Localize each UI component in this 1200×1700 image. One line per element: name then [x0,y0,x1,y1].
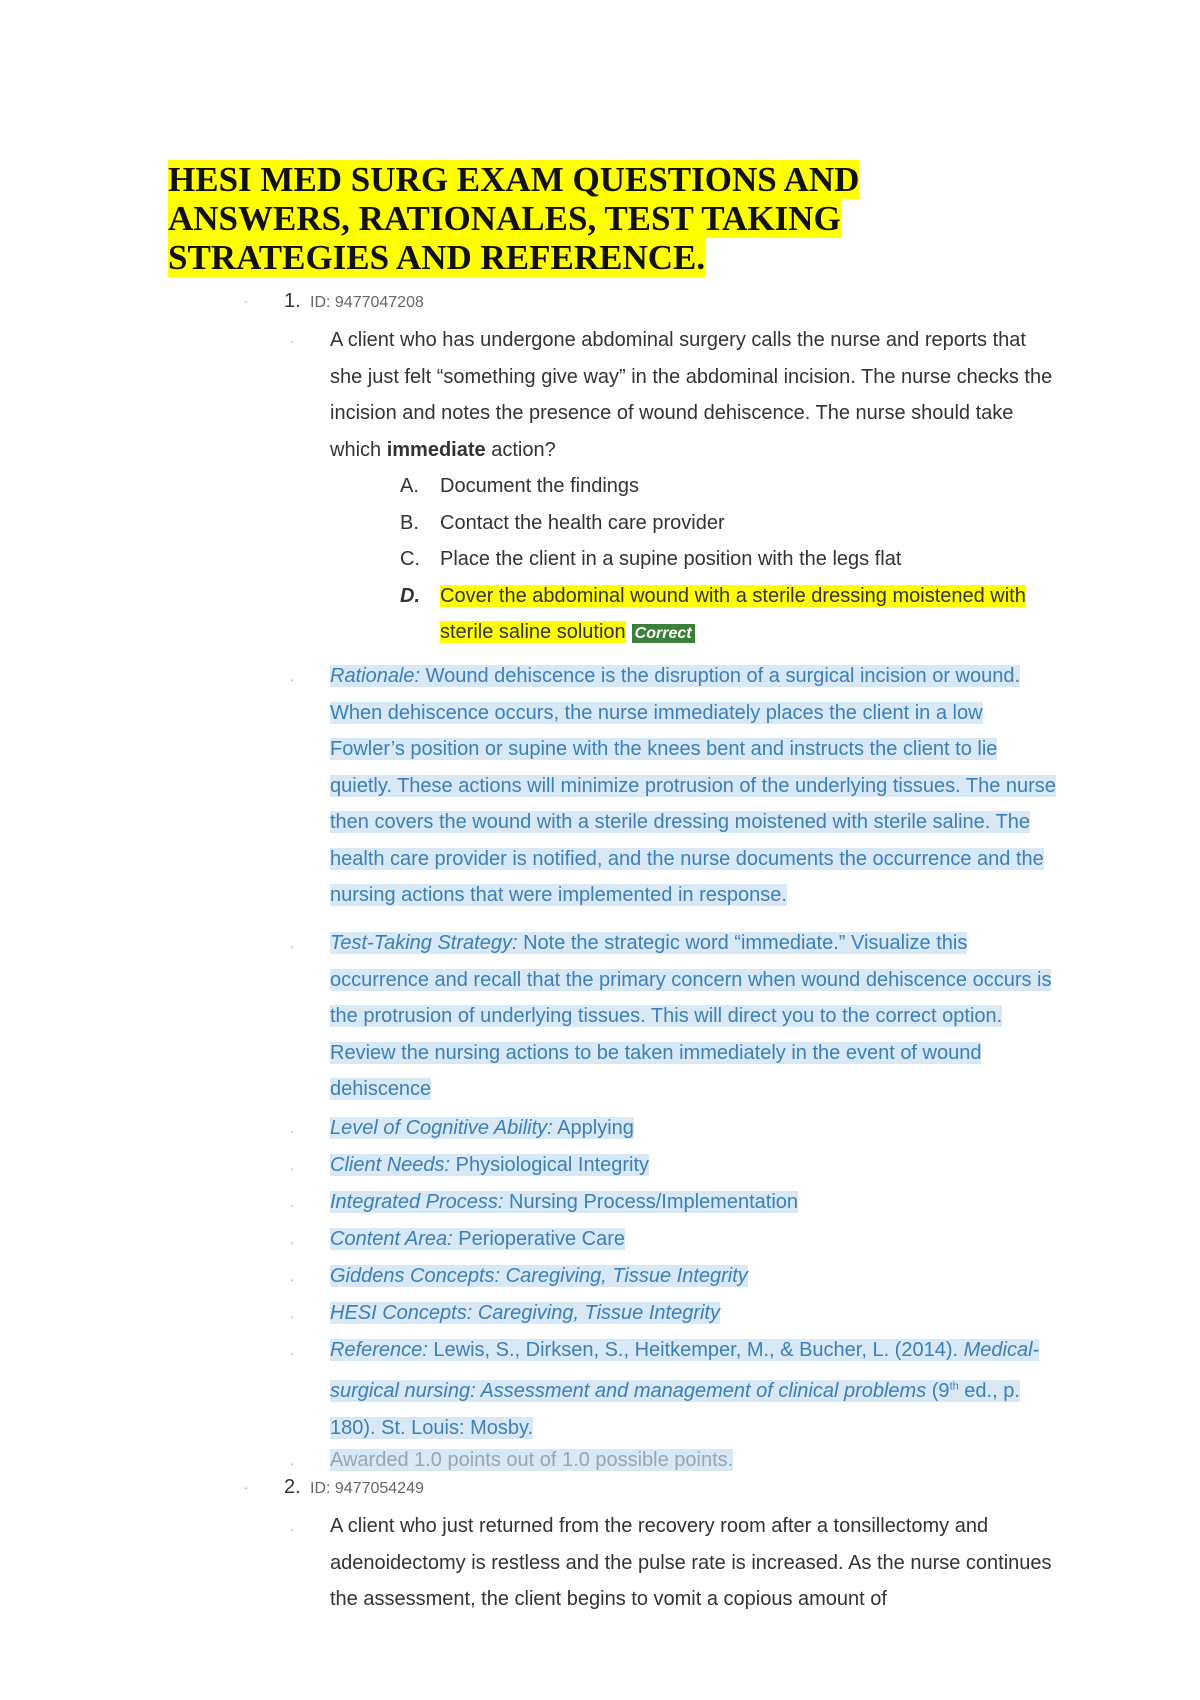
document-title: HESI MED SURG EXAM QUESTIONS AND ANSWERS, RATIONALES, TEST TAKING STRATEGIES AND REFERENCE. [168,160,860,277]
question-id: ID: 9477047208 [310,294,424,311]
content-area: Content Area: Perioperative Care [330,1228,625,1250]
option-a[interactable]: A. Document the findings [400,475,640,497]
integrated-process: Integrated Process: Nursing Process/Implementation [330,1191,799,1213]
correct-badge: Correct [632,624,695,643]
points-awarded: Awarded 1.0 points out of 1.0 possible points. [330,1449,734,1471]
question-stem: A client who just returned from the recovery room after a tonsillectomy and adenoidectomy is restless and the pulse rate is increased. As the nurse continues the assessment, the client begins to vomit a copious amount of [330,1515,1052,1610]
answer-options [400,468,1060,653]
option-d[interactable]: D. Cover the abdominal wound with a sterile dressing moistened with sterile saline solution Correct [400,584,1026,643]
test-taking-strategy: Test-Taking Strategy: Note the strategic word “immediate.” Visualize this occurrence and recall that the primary concern when wound dehiscence occurs is the protrusion of underlying tissues. This will direct you to the correct option. Review the nursing actions to be taken immediately in the event of wound dehiscence [330,932,1052,1100]
option-b[interactable]: B. Contact the health care provider [400,511,725,534]
cognitive-level: Level of Cognitive Ability: Applying [330,1117,634,1139]
question-number: 2. [284,1476,301,1498]
reference: Reference: Lewis, S., Dirksen, S., Heitkemper, M., & Bucher, L. (2014). Medical-surgical nursing: Assessment and management of clinical problems (9th ed., p. 180). St. Louis: Mosby. [330,1339,1040,1439]
client-needs: Client Needs: Physiological Integrity [330,1154,650,1176]
rationale: Rationale: Wound dehiscence is the disruption of a surgical incision or wound. When dehiscence occurs, the nurse immediately places the client in a low Fowler’s position or supine with the knees bent and instructs the client to lie quietly. These actions will minimize protrusion of the underlying tissues. The nurse then covers the wound with a sterile dressing moistened with sterile saline. The health care provider is notified, and the nurse documents the occurrence and the nursing actions that were implemented in response. [330,665,1056,906]
giddens-concepts: Giddens Concepts: Caregiving, Tissue Integrity [330,1265,748,1287]
option-c[interactable]: C. Place the client in a supine position with the legs flat [400,548,902,570]
question-id: ID: 9477054249 [310,1480,424,1497]
question-number: 1. [284,290,301,312]
hesi-concepts: HESI Concepts: Caregiving, Tissue Integrity [330,1302,720,1324]
question-stem: A client who has undergone abdominal surgery calls the nurse and reports that she just felt “something give way” in the abdominal incision. The nurse checks the incision and notes the presence of wound dehiscence. The nurse should take which immediate action? [330,329,1053,461]
